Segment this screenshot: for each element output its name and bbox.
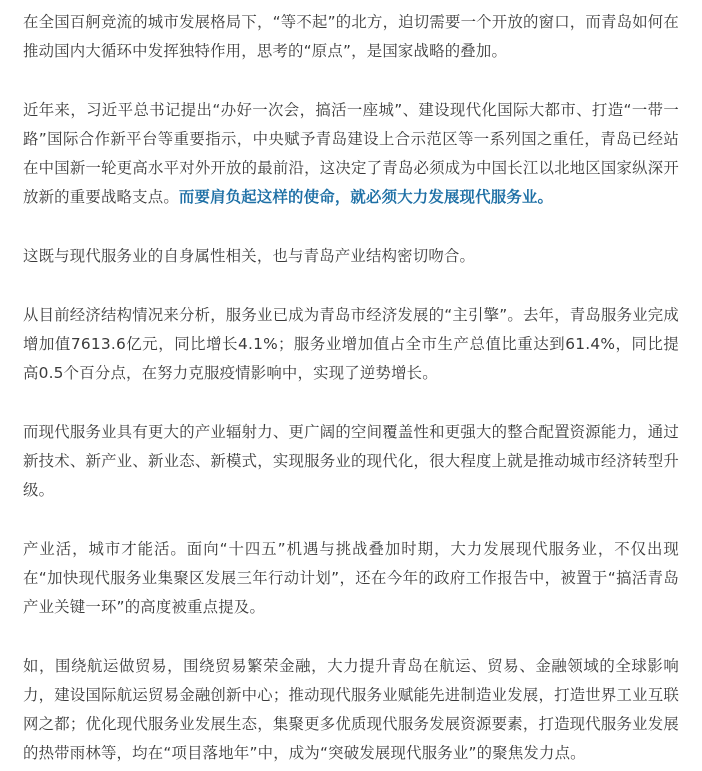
paragraph-6: 产业活，城市才能活。面向“十四五”机遇与挑战叠加时期，大力发展现代服务业，不仅出现在“加快现代服务业集聚区发展三年行动计划”，还在今年的政府工作报告中，被置于“搞活青岛产业关键一环”的高度被重点提及。	[23, 540, 679, 616]
paragraph-2	[23, 96, 679, 212]
paragraph-1: 在全国百舸竞流的城市发展格局下，“等不起”的北方，迫切需要一个开放的窗口，而青岛如何在推动国内大循环中发挥独特作用，思考的“原点”，是国家战略的叠加。	[23, 13, 679, 60]
paragraph-5: 而现代服务业具有更大的产业辐射力、更广阔的空间覆盖性和更强大的整合配置资源能力，通过新技术、新产业、新业态、新模式，实现服务业的现代化，很大程度上就是推动城市经济转型升级。	[23, 423, 679, 499]
paragraph-2-text: 近年来，习近平总书记提出“办好一次会，搞活一座城”、建设现代化国际大都市、打造“一带一路”国际合作新平台等重要指示，中央赋予青岛建设上合示范区等一系列国之重任，青岛已经站在中国新一轮更高水平对外开放的最前沿，这决定了青岛必须成为中国长江以北地区国家纵深开放新的重要战略支点。	[23, 101, 679, 206]
highlighted-sentence: 而要肩负起这样的使命，就必须大力发展现代服务业。	[178, 188, 554, 206]
article-body	[23, 8, 679, 768]
paragraph-7: 如，围绕航运做贸易，围绕贸易繁荣金融，大力提升青岛在航运、贸易、金融领域的全球影响力，建设国际航运贸易金融创新中心；推动现代服务业赋能先进制造业发展，打造世界工业互联网之都；优化现代服务业发展生态，集聚更多优质现代服务发展资源要素，打造现代服务业发展的热带雨林等，均在“项目落地年”中，成为“突破发展现代服务业”的聚焦发力点。	[23, 657, 679, 762]
paragraph-3: 这既与现代服务业的自身属性相关，也与青岛产业结构密切吻合。	[23, 247, 476, 265]
paragraph-4: 从目前经济结构情况来分析，服务业已成为青岛市经济发展的“主引擎”。去年，青岛服务业完成增加值7613.6亿元，同比增长4.1%；服务业增加值占全市生产总值比重达到61.4%，同比提高0.5个百分点，在努力克服疫情影响中，实现了逆势增长。	[23, 306, 679, 382]
